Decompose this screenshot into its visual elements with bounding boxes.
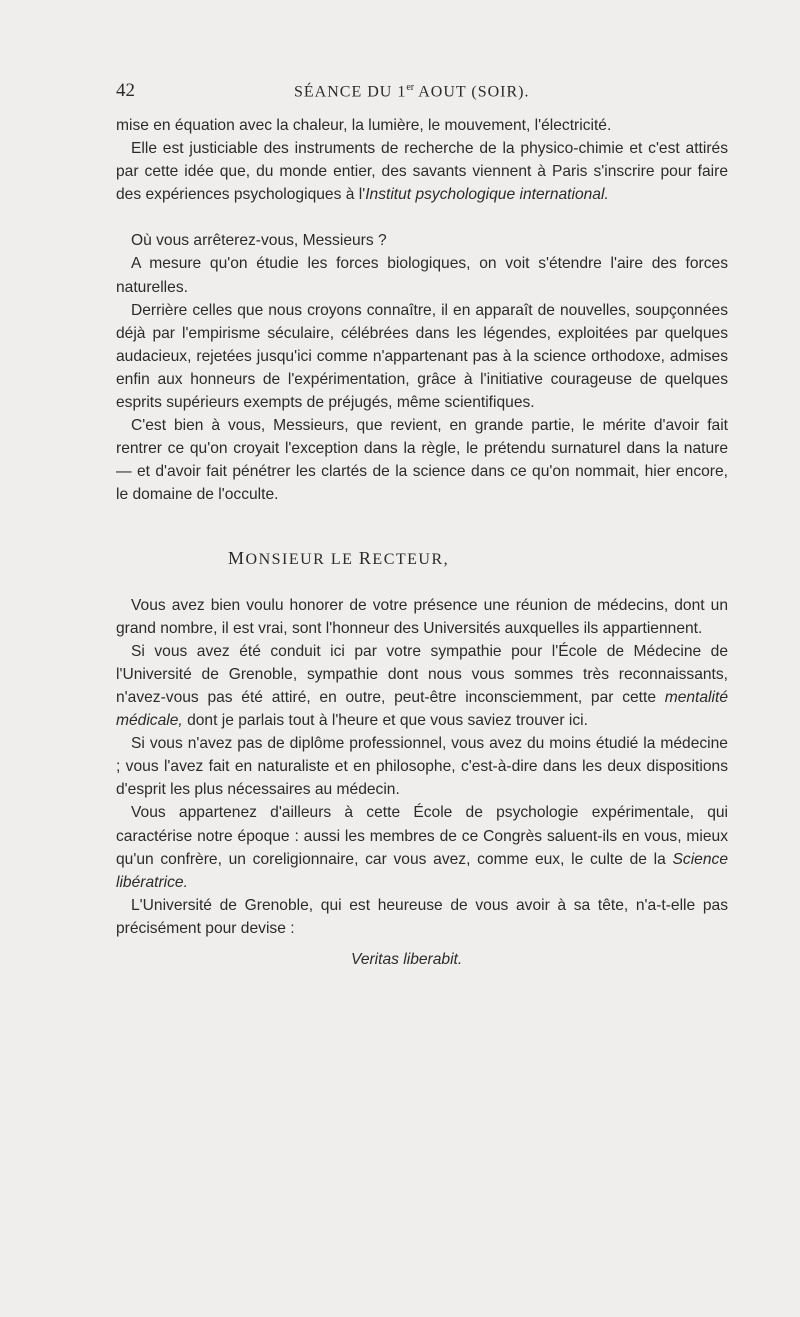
paragraph: Elle est justiciable des instruments de recherche de la physico-chimie et c'est attirés par cette idée que, du monde entier, des savants viennent à Paris s'inscrire pour faire des expériences psychologiques à l'Institut psychologique international. [116,140,728,204]
spacer [116,571,728,594]
paragraph: Où vous arrêterez-vous, Messieurs ? [131,232,387,250]
page-header [116,80,728,108]
spacer [116,206,728,229]
paragraph: Derrière celles que nous croyons connaître, il en apparaît de nouvelles, soupçonnées déjà par l'empirisme séculaire, célébrées dans les légendes, exploitées par quelques audacieux, rejetées jusqu'ici comme n'appartenant pas à la science orthodoxe, admises enfin aux honneurs de l'expérimentation, grâce à l'initiative courageuse de quelques esprits supérieurs exempts de préjugés, même scientifiques. [116,301,728,412]
body-text [116,114,728,971]
section-heading: MONSIEUR LE RECTEUR, [228,547,450,568]
paragraph: A mesure qu'on étudie les forces biologiques, on voit s'étendre l'aire des forces naturelles. [116,255,728,296]
paragraph: Vous appartenez d'ailleurs à cette École de psychologie expérimentale, qui caractérise notre époque : aussi les membres de ce Congrès saluent-ils en vous, mieux qu'un confrère, un coreligionnaire, car vous avez, comme eux, le culte de la Science libératrice. [116,804,728,891]
paragraph: Si vous avez été conduit ici par votre sympathie pour l'École de Médecine de l'Université de Grenoble, sympathie dont nous vous sommes très reconnaissants, n'avez-vous pas été attiré, en outre, peut-être inconsciemment, par cette mentalité médicale, dont je parlais tout à l'heure et que vous saviez trouver ici. [116,642,728,730]
page-number: 42 [116,80,135,101]
spacer [116,507,728,547]
paragraph: mise en équation avec la chaleur, la lumière, le mouvement, l'électricité. [116,117,612,134]
paragraph: L'Université de Grenoble, qui est heureuse de vous avoir à sa tête, n'a-t-elle pas précisément pour devise : [116,896,728,937]
paragraph: C'est bien à vous, Messieurs, que revient, en grande partie, le mérite d'avoir fait rentrer ce qu'on croyait l'exception dans la règle, le prétendu surnaturel dans la nature — et d'avoir fait pénétrer les clartés de la science dans ce qu'on nommait, hier encore, le domaine de l'occulte. [116,417,728,504]
running-head: SÉANCE DU 1er AOUT (SOIR). [294,82,530,101]
motto: Veritas liberabit. [351,951,463,968]
paragraph: Vous avez bien voulu honorer de votre présence une réunion de médecins, dont un grand nombre, il est vrai, sont l'honneur des Universités auxquelles ils appartiennent. [116,596,728,637]
paragraph: Si vous n'avez pas de diplôme professionnel, vous avez du moins étudié la médecine ; vous l'avez fait en naturaliste et en philosophe, c'est-à-dire dans les deux dispositions d'esprit les plus nécessaires au médecin. [116,735,728,799]
